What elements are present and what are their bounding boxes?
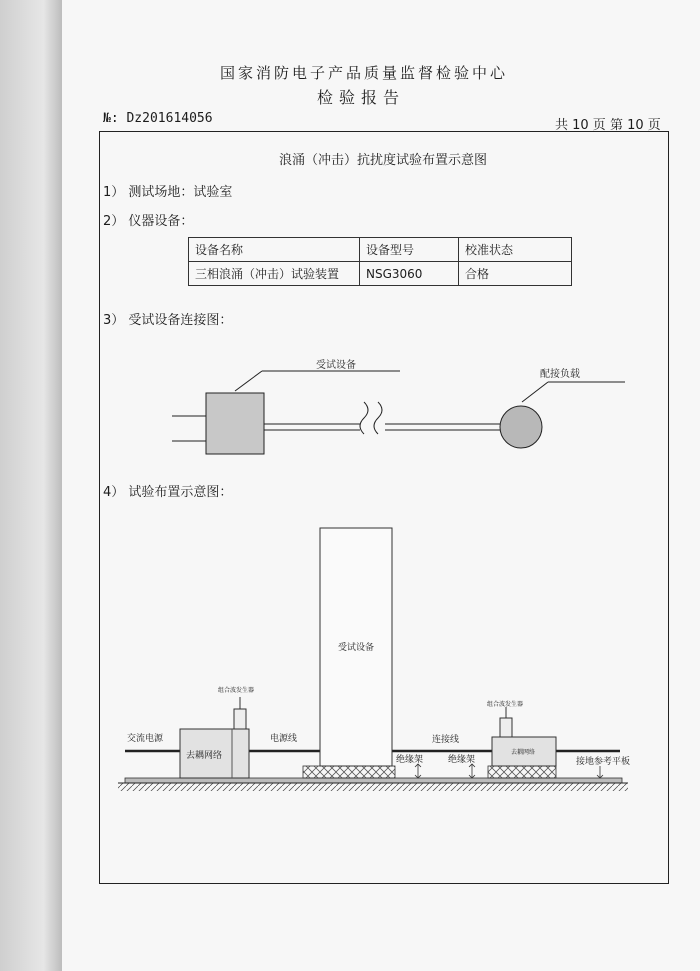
generator-left-box <box>234 709 246 729</box>
ground-plane <box>125 778 622 783</box>
insulation-label-2: 绝缘架 <box>448 755 476 765</box>
table-header-cell: 校准状态 <box>459 238 572 262</box>
insulation-support-right <box>488 766 556 778</box>
eut-label: 受试设备 <box>316 360 356 371</box>
page-counter: 共 10 页 第 10 页 <box>555 118 661 133</box>
table-cell: 三相浪涌（冲击）试验装置 <box>189 262 360 286</box>
load-label: 配接负载 <box>540 369 580 380</box>
report-title: 检验报告 <box>317 88 406 107</box>
item-connection-diagram: 3） 受试设备连接图： <box>103 313 233 328</box>
insulation-label-1: 绝缘架 <box>396 755 424 765</box>
item-layout-diagram: 4） 试验布置示意图： <box>103 485 233 500</box>
decoupling-left-label: 去耦网络 <box>186 751 223 761</box>
table-cell: 合格 <box>459 262 572 286</box>
ac-power-label: 交流电源 <box>127 734 164 744</box>
decoupling-right-label: 去耦网络 <box>511 749 536 756</box>
ground-hatch <box>118 783 628 791</box>
generator-left-label: 组合波发生器 <box>218 687 255 694</box>
insulation-support-main <box>303 766 395 778</box>
layout-eut-label: 受试设备 <box>338 643 375 653</box>
table-cell: NSG3060 <box>360 262 459 286</box>
table-header-cell: 设备型号 <box>360 238 459 262</box>
report-number: №: Dz201614056 <box>103 111 213 126</box>
generator-right-box <box>500 718 512 737</box>
section-title: 浪涌（冲击）抗扰度试验布置示意图 <box>279 153 488 168</box>
item-test-site: 1） 测试场地：试验室 <box>103 185 233 200</box>
organization-name: 国家消防电子产品质量监督检验中心 <box>220 64 509 82</box>
power-line-label: 电源线 <box>270 734 298 744</box>
item-equipment: 2） 仪器设备： <box>103 214 194 229</box>
ground-plane-label: 接地参考平板 <box>576 757 631 767</box>
connect-line-label: 连接线 <box>432 735 460 745</box>
table-header-cell: 设备名称 <box>189 238 360 262</box>
generator-right-label: 组合波发生器 <box>487 701 524 708</box>
